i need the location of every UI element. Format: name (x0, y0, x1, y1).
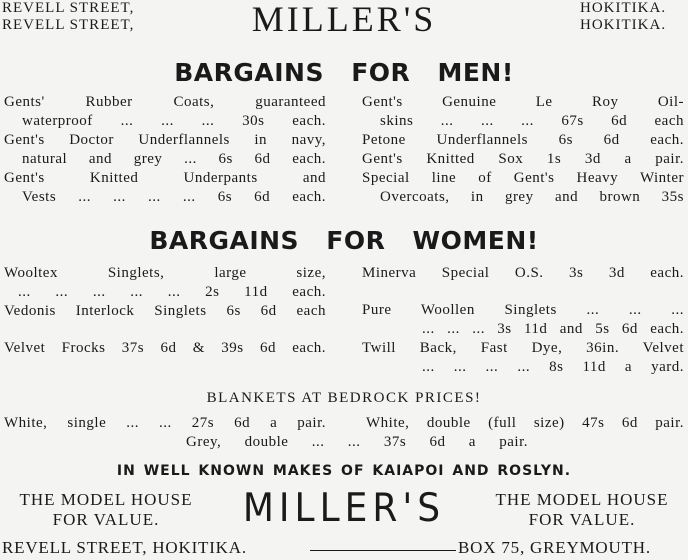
blanket-grey-double-text: Grey, double ... ... 37s 6d a pair. (186, 434, 528, 450)
model-house-left-line-1: THE MODEL HOUSE (19, 490, 193, 509)
makes-line: IN WELL KNOWN MAKES OF KAIAPOI AND ROSLYN. (116, 463, 572, 479)
women-left-line: Wooltex Singlets, large size, (4, 265, 326, 281)
men-right-line: Gent's Knitted Sox 1s 3d a pair. (362, 151, 684, 167)
men-left-line: Gents' Rubber Coats, guaranteed (4, 94, 326, 110)
women-right-line: Twill Back, Fast Dye, 36in. Velvet (362, 340, 684, 356)
men-right-line: skins ... ... ... 67s 6d each (380, 113, 684, 129)
model-house-right-line-1: THE MODEL HOUSE (495, 490, 669, 509)
town-line-1: HOKITIKA. (580, 0, 667, 16)
model-house-left (0, 490, 212, 530)
men-right-line: Petone Underflannels 6s 6d each. (362, 132, 684, 148)
street-line-1: REVELL STREET, (2, 0, 135, 16)
blanket-grey-double (186, 433, 528, 452)
store-name-footer: MILLER'S (242, 486, 446, 532)
women-right-line: ... ... ... ... 8s 11d a yard. (422, 359, 684, 375)
women-left-line: ... ... ... ... ... 2s 11d each. (18, 284, 326, 300)
men-right-line: Gent's Genuine Le Roy Oil- (362, 94, 684, 110)
women-left-column (4, 264, 326, 358)
men-left-line: waterproof ... ... ... 30s each. (22, 113, 326, 129)
men-left-column (4, 93, 326, 207)
men-left-line: Vests ... ... ... ... 6s 6d each. (22, 189, 326, 205)
women-heading: BARGAINS FOR WOMEN! (149, 226, 539, 255)
town-line-2: HOKITIKA. (580, 17, 667, 33)
model-house-left-line-2: FOR VALUE. (52, 510, 160, 529)
men-right-column (362, 93, 684, 207)
model-house-right-line-2: FOR VALUE. (528, 510, 636, 529)
men-heading: BARGAINS FOR MEN! (174, 58, 514, 87)
store-name-header: MILLER'S (251, 0, 437, 39)
women-left-line: Vedonis Interlock Singlets 6s 6d each (4, 303, 326, 319)
blanket-white-single (4, 414, 326, 433)
women-right-line: Minerva Special O.S. 3s 3d each. (362, 265, 684, 281)
blankets-heading: BLANKETS AT BEDROCK PRICES! (206, 390, 482, 406)
women-right-line: Pure Woollen Singlets ... ... ... (362, 302, 684, 318)
street-line-2: REVELL STREET, (2, 17, 135, 33)
men-right-line: Special line of Gent's Heavy Winter (362, 170, 684, 186)
women-right-line: ... ... ... 3s 11d and 5s 6d each. (422, 321, 684, 337)
address-left: REVELL STREET, HOKITIKA. (2, 538, 247, 557)
blanket-white-double (366, 414, 684, 433)
blanket-white-double-text: White, double (full size) 47s 6d pair. (366, 415, 684, 431)
model-house-right (476, 490, 688, 530)
men-left-line: natural and grey ... 6s 6d each. (22, 151, 326, 167)
address-right: BOX 75, GREYMOUTH. (458, 538, 651, 557)
men-right-line: Overcoats, in grey and brown 35s (380, 189, 684, 205)
address-rule (310, 550, 456, 551)
blanket-white-single-text: White, single ... ... 27s 6d a pair. (4, 415, 326, 431)
men-left-line: Gent's Doctor Underflannels in navy, (4, 132, 326, 148)
men-left-line: Gent's Knitted Underpants and (4, 170, 326, 186)
women-right-column (362, 264, 684, 377)
women-left-line: Velvet Frocks 37s 6d & 39s 6d each. (4, 340, 326, 356)
